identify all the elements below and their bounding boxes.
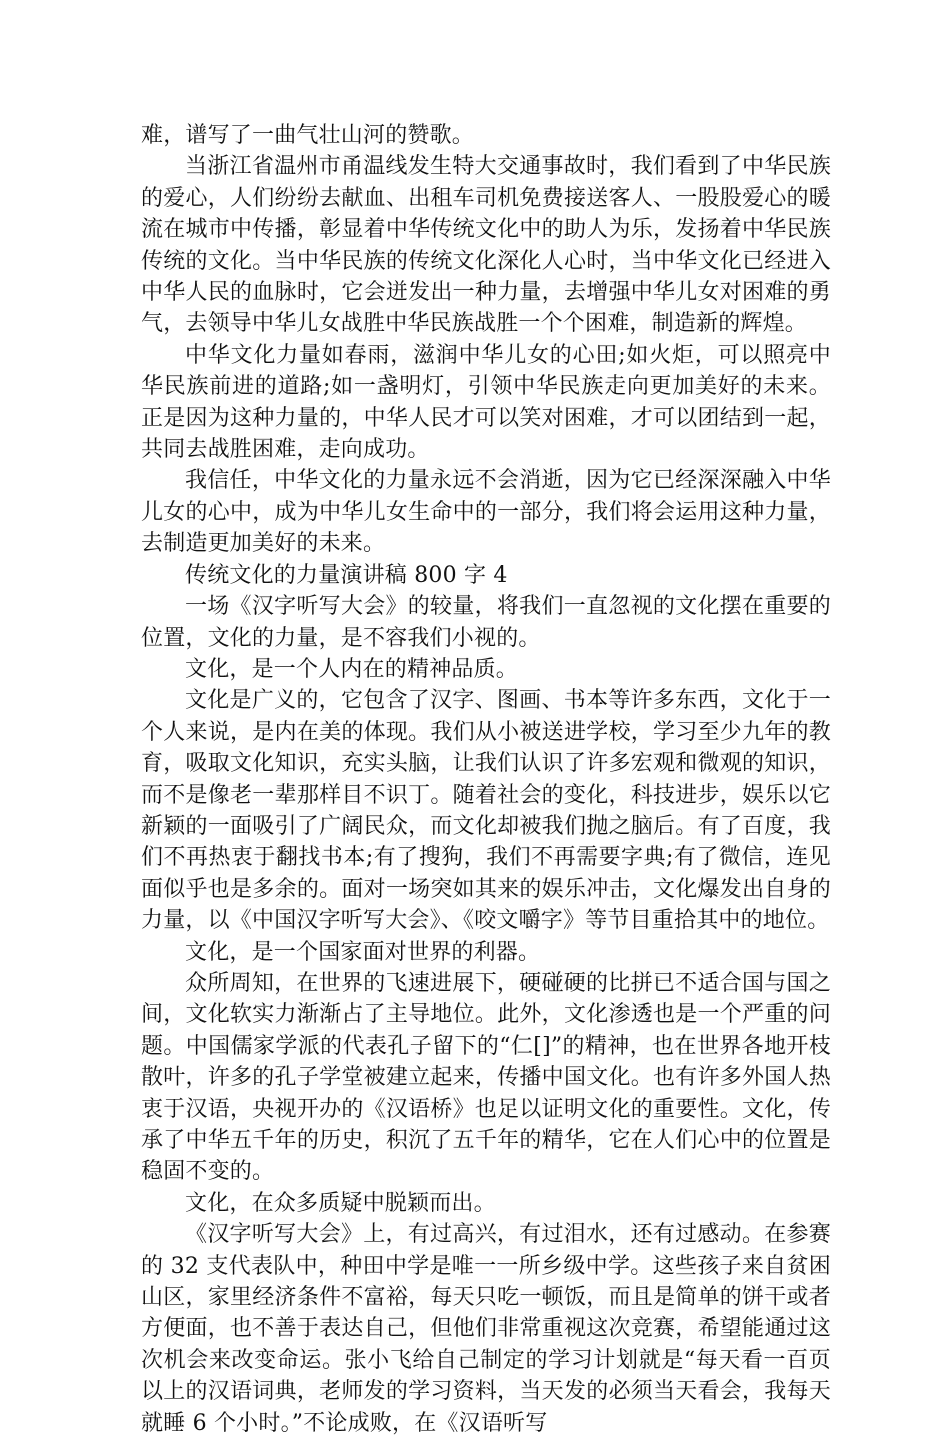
- paragraph: 难，谱写了一曲气壮山河的赞歌。: [141, 123, 475, 148]
- paragraph: 我信任，中华文化的力量永远不会消逝，因为它已经深深融入中华儿女的心中，成为中华儿女生命中的一部分，我们将会运用这种力量，去制造更加美好的未来。: [141, 468, 831, 557]
- paragraph: 文化是广义的，它包含了汉字、图画、书本等许多东西，文化于一个人来说，是内在美的体现。我们从小被送进学校，学习至少九年的教育，吸取文化知识，充实头脑，让我们认识了许多宏观和微观的知识，而不是像老一辈那样目不识丁。随着社会的变化，科技进步，娱乐以它新颖的一面吸引了广阔民众，而文化却被我们抛之脑后。有了百度，我们不再热衷于翻找书本;有了搜狗，我们不再需要字典;有了微信，连见面似乎也是多余的。面对一场突如其来的娱乐冲击，文化爆发出自身的力量，以《中国汉字听写大会》、《咬文嚼字》等节目重拾其中的地位。: [141, 688, 831, 934]
- paragraph: 《汉字听写大会》上，有过高兴，有过泪水，还有过感动。在参赛的 32 支代表队中，种田中学是唯一一所乡级中学。这些孩子来自贫困山区，家里经济条件不富裕，每天只吃一顿饭，而且是简单的饼干或者方便面，也不善于表达自己，但他们非常重视这次竞赛，希望能通过这次机会来改变命运。张小飞给自己制定的学习计划就是“每天看一百页以上的汉语词典，老师发的学习资料，当天发的必须当天看会，我每天就睡 6 个小时。”不论成败，在《汉语听写: [141, 1222, 831, 1436]
- paragraph: 中华文化力量如春雨，滋润中华儿女的心田;如火炬，可以照亮中华民族前进的道路;如一盏明灯，引领中华民族走向更加美好的未来。正是因为这种力量的，中华人民才可以笑对困难，才可以团结到一起，共同去战胜困难，走向成功。: [141, 342, 831, 463]
- paragraph: 众所周知，在世界的飞速进展下，硬碰硬的比拼已不适合国与国之间，文化软实力渐渐占了主导地位。此外，文化渗透也是一个严重的问题。中国儒家学派的代表孔子留下的“仁[]”的精神，也在世界各地开枝散叶，许多的孔子学堂被建立起来，传播中国文化。也有许多外国人热衷于汉语，央视开办的《汉语桥》也足以证明文化的重要性。文化，传承了中华五千年的历史，积沉了五千年的精华，它在人们心中的位置是稳固不变的。: [141, 970, 831, 1185]
- paragraph: 文化，是一个国家面对世界的利器。: [185, 939, 541, 965]
- paragraph: 一场《汉字听写大会》的较量，将我们一直忽视的文化摆在重要的位置，文化的力量，是不容我们小视的。: [141, 594, 831, 651]
- paragraph: 当浙江省温州市甬温线发生特大交通事故时，我们看到了中华民族的爱心，人们纷纷去献血、出租车司机免费接送客人、一股股爱心的暖流在城市中传播，彰显着中华传统文化中的助人为乐，发扬着中华民族传统的文化。当中华民族的传统文化深化人心时，当中华文化已经进入中华人民的血脉时，它会迸发出一种力量，去增强中华儿女对困难的勇气，去领导中华儿女战胜中华民族战胜一个个困难，制造新的辉煌。: [141, 154, 831, 337]
- paragraph: 文化，是一个人内在的精神品质。: [185, 656, 519, 682]
- paragraph: 文化，在众多质疑中脱颖而出。: [185, 1190, 496, 1216]
- document-body: [141, 120, 831, 1439]
- section-heading: 传统文化的力量演讲稿 800 字 4: [185, 562, 508, 588]
